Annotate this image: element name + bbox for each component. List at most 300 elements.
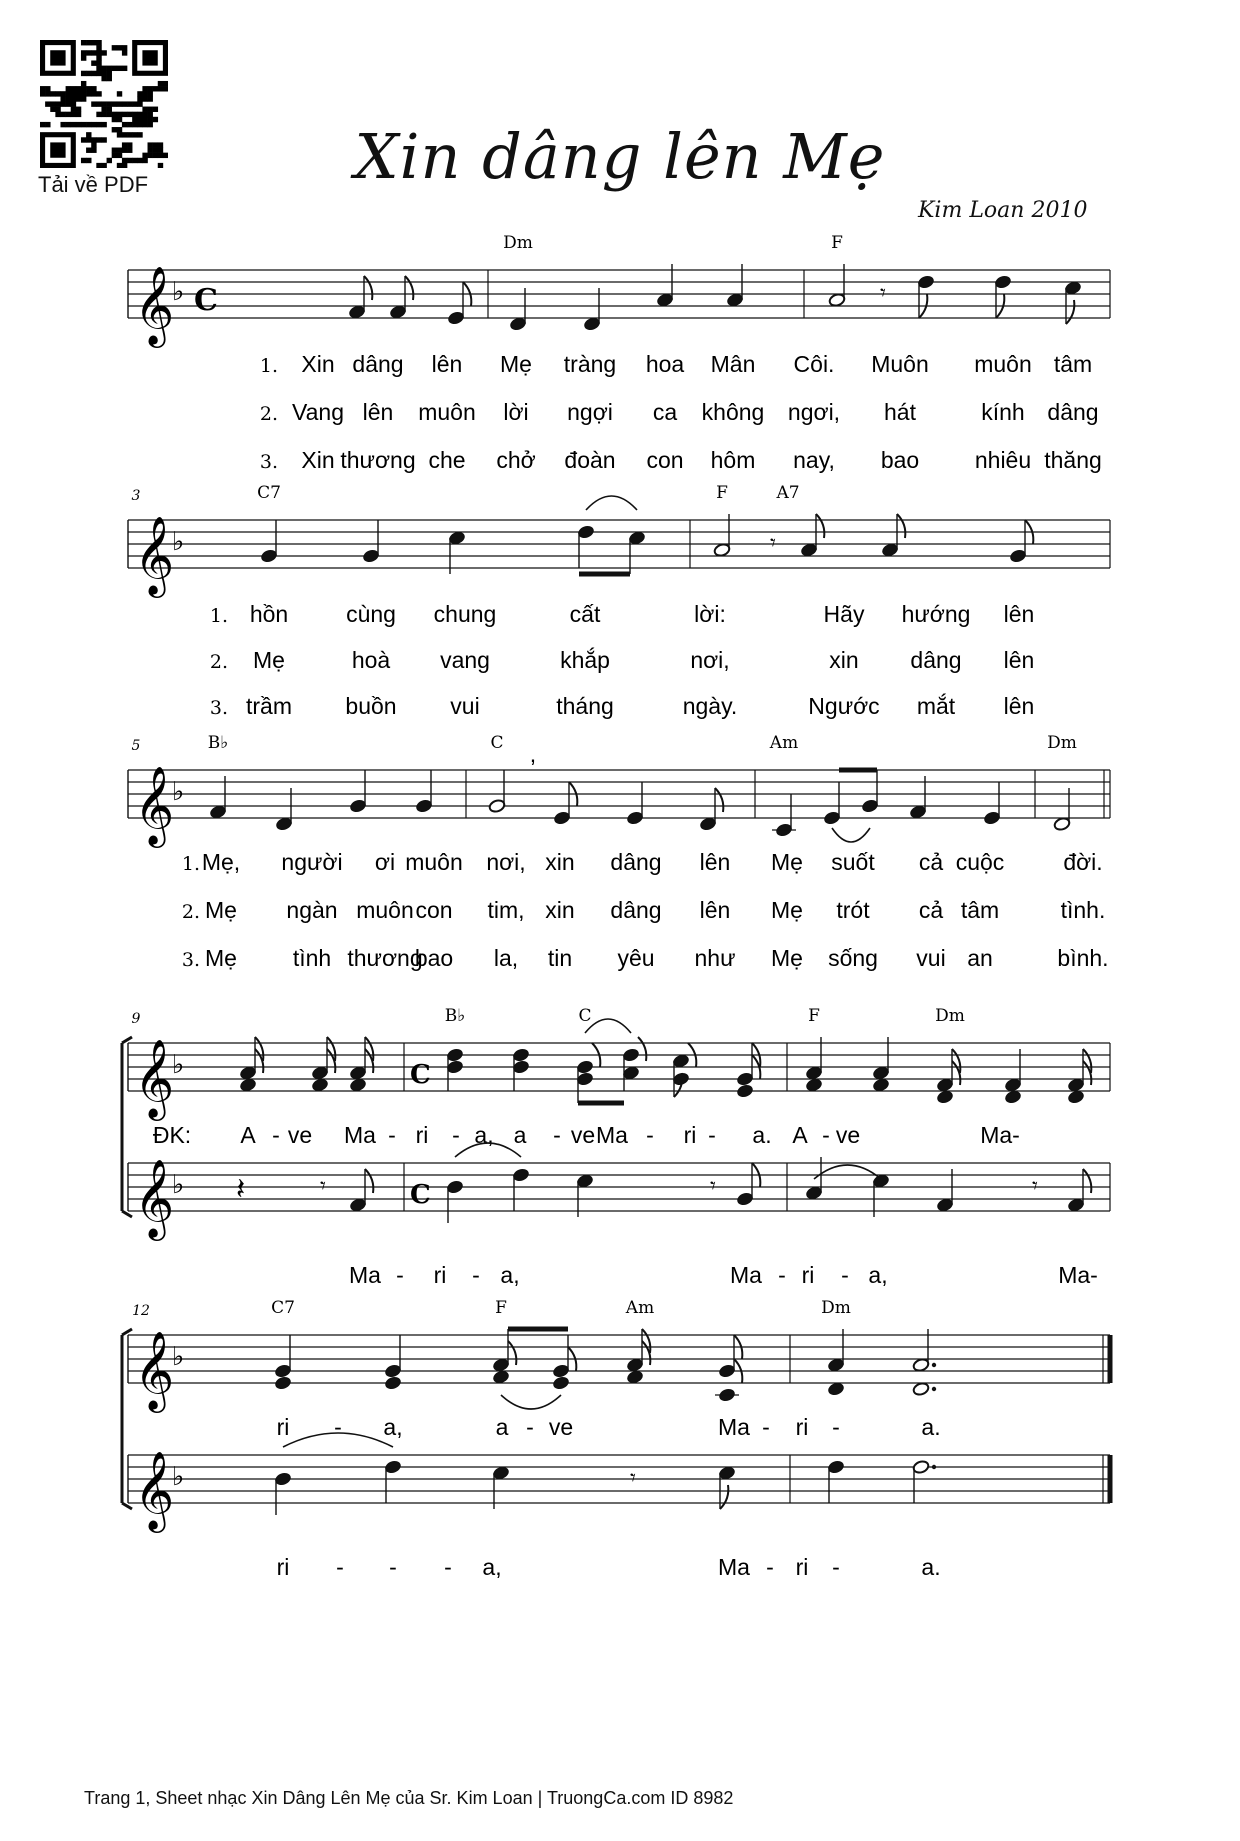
note-head (936, 1198, 954, 1213)
quarter-rest-icon: 𝄽 (236, 1172, 246, 1207)
note-head (447, 311, 465, 326)
lyric-syllable: Ngước (808, 693, 880, 719)
eighth-rest-icon: 𝄾 (320, 1174, 326, 1199)
lyric-syllable: thăng (1044, 447, 1102, 473)
lyric-syllable: ơi (374, 849, 396, 875)
lyric-syllable: - (388, 1122, 396, 1148)
verse-number: 1. (181, 853, 200, 875)
lyric-syllable: Ma (596, 1122, 628, 1148)
lyric-syllable: ri (801, 1262, 815, 1288)
note-head (827, 1358, 845, 1373)
lyric-syllable: ri (433, 1262, 447, 1288)
note-head (512, 1048, 530, 1063)
note-head (622, 1066, 640, 1081)
lyric-syllable: a (513, 1122, 527, 1148)
lyric-syllable: lên (1003, 647, 1035, 673)
chord-symbol: C7 (271, 1298, 295, 1318)
lyric-syllable: a, (474, 1122, 494, 1148)
lyric-syllable: buồn (345, 693, 397, 719)
chord-symbol: F (716, 483, 728, 503)
page-footer: Trang 1, Sheet nhạc Xin Dâng Lên Mẹ của Sr. Kim Loan | TruongCa.com ID 8982 (84, 1788, 734, 1808)
note-head (912, 1382, 930, 1397)
eighth-rest-icon: 𝄾 (880, 281, 886, 306)
lyric-syllable: ngày. (682, 693, 738, 719)
lyric-syllable: lên (699, 849, 731, 875)
note-head (736, 1072, 754, 1087)
chord-symbol: F (831, 233, 843, 253)
lyric-syllable: - (452, 1122, 460, 1148)
note-head (718, 1466, 736, 1481)
lyric-syllable: Mẹ (205, 945, 237, 971)
lyric-syllable: A (240, 1122, 256, 1148)
treble-clef-icon: 𝄞 (134, 1331, 175, 1410)
note-head (512, 1168, 530, 1183)
lyric-syllable: Mẹ (771, 897, 803, 923)
chord-symbol: Am (769, 733, 799, 753)
lyric-syllable: - (822, 1122, 830, 1148)
note-head (274, 1376, 292, 1391)
lyric-syllable: suốt (831, 849, 875, 875)
treble-clef-icon: 𝄞 (134, 1159, 175, 1238)
lyric-syllable: cuộc (955, 849, 1005, 875)
slur (586, 496, 637, 510)
lyric-syllable: - (708, 1122, 716, 1148)
verse-number: 2. (181, 901, 200, 923)
note-head (576, 1174, 594, 1189)
lyric-syllable: ri (415, 1122, 429, 1148)
system-bracket (122, 1503, 132, 1509)
note-head (626, 1370, 644, 1385)
note-head (827, 1382, 845, 1397)
note-head (583, 317, 601, 332)
lyric-syllable: không (701, 399, 765, 425)
lyric-syllable: - (396, 1262, 404, 1288)
note-head (446, 1180, 464, 1195)
lyric-syllable: - (646, 1122, 654, 1148)
lyric-syllable: Xin (301, 351, 335, 377)
note-head (983, 811, 1001, 826)
lyric-syllable: a. (921, 1554, 941, 1580)
lyric-syllable: la, (493, 945, 519, 971)
note-head (349, 1078, 367, 1093)
lyric-syllable: muôn (356, 897, 414, 923)
lyric-syllable: - (762, 1414, 770, 1440)
key-flat-icon: ♭ (172, 1342, 185, 1372)
lyric-syllable: nay, (793, 447, 835, 473)
lyric-syllable: kính (981, 399, 1025, 425)
lyric-syllable: Mẹ (771, 849, 803, 875)
lyric-syllable: ve (835, 1122, 861, 1148)
lyric-syllable: chở (496, 447, 536, 473)
note-head (239, 1078, 257, 1093)
lyric-syllable: vui (916, 945, 946, 971)
eighth-rest-icon: 𝄾 (770, 531, 776, 556)
lyric-syllable: bao (880, 447, 920, 473)
lyric-syllable: Ma (344, 1122, 376, 1148)
composer-credit: Kim Loan 2010 (918, 198, 1088, 223)
lyric-syllable: Ma- (980, 1122, 1020, 1148)
lyric-syllable: - (553, 1122, 561, 1148)
key-flat-icon: ♭ (172, 527, 185, 557)
treble-clef-icon: 𝄞 (134, 1039, 175, 1118)
note-head (577, 525, 595, 540)
note-flag (720, 1485, 728, 1509)
lyric-syllable: cất (569, 601, 601, 627)
note-head (805, 1066, 823, 1081)
note-head (994, 275, 1012, 290)
lyric-syllable: tim, (487, 897, 525, 923)
note-head (446, 1060, 464, 1075)
note-head (415, 799, 433, 814)
note-head (1064, 281, 1082, 296)
lyric-syllable: xin (545, 897, 575, 923)
system-bracket (122, 1037, 132, 1043)
verse-number: 1. (209, 605, 228, 627)
note-head (713, 543, 731, 558)
key-flat-icon: ♭ (172, 1462, 185, 1492)
lyric-syllable: vui (450, 693, 480, 719)
chord-symbol: Dm (503, 233, 533, 253)
time-signature: C (410, 1180, 431, 1210)
note-dot (932, 1363, 936, 1367)
eighth-rest-icon: 𝄾 (710, 1174, 716, 1199)
note-head (362, 549, 380, 564)
note-head (349, 1198, 367, 1213)
lyric-syllable: a, (482, 1554, 502, 1580)
lyric-syllable: sống (828, 945, 878, 971)
treble-clef-icon: 𝄞 (134, 1451, 175, 1530)
note-head (349, 1066, 367, 1081)
note-head (726, 293, 744, 308)
note-dot (932, 1387, 936, 1391)
note-head (552, 1376, 570, 1391)
note-head (805, 1078, 823, 1093)
lyric-syllable: dâng (610, 849, 662, 875)
slur (501, 1395, 561, 1409)
lyric-syllable: dâng (352, 351, 404, 377)
note-head (239, 1066, 257, 1081)
lyric-syllable: cả (918, 897, 944, 923)
measure-number: 5 (131, 738, 141, 754)
note-head (1067, 1090, 1085, 1105)
note-head (384, 1460, 402, 1475)
lyric-syllable: cùng (346, 601, 396, 627)
lyric-syllable: A (792, 1122, 808, 1148)
note-head (736, 1192, 754, 1207)
lyric-syllable: che (428, 447, 466, 473)
lyric-syllable: thương (340, 447, 416, 473)
note-head (384, 1376, 402, 1391)
note-head (311, 1066, 329, 1081)
verse-number: 3. (259, 451, 278, 473)
lyric-syllable: Xin (301, 447, 335, 473)
note-head (311, 1078, 329, 1093)
lyric-syllable: Mẹ (205, 897, 237, 923)
chord-symbol: C (490, 733, 504, 753)
key-flat-icon: ♭ (172, 277, 185, 307)
verse-number: 3. (181, 949, 200, 971)
lyric-syllable: - (778, 1262, 786, 1288)
eighth-rest-icon: 𝄾 (1032, 1174, 1038, 1199)
refrain-label: ĐK: (152, 1122, 192, 1148)
verse-number: 3. (209, 697, 228, 719)
verse-number: 2. (259, 403, 278, 425)
lyric-syllable: muôn (974, 351, 1032, 377)
note-head (861, 799, 879, 814)
note-head (389, 305, 407, 320)
lyric-syllable: ve (570, 1122, 596, 1148)
note-head (672, 1054, 690, 1069)
lyric-syllable: thương (347, 945, 423, 971)
lyric-syllable: ca (652, 399, 678, 425)
lyric-syllable: a, (500, 1262, 520, 1288)
lyric-syllable: hoa (645, 351, 685, 377)
measure-number: 9 (131, 1011, 141, 1027)
note-head (626, 811, 644, 826)
lyric-syllable: a. (752, 1122, 772, 1148)
lyric-syllable: Ma (730, 1262, 762, 1288)
note-head (699, 817, 717, 832)
note-head (881, 543, 899, 558)
note-head (936, 1078, 954, 1093)
lyric-syllable: mắt (916, 693, 956, 719)
chord-symbol: B♭ (207, 733, 229, 753)
lyric-syllable: ve (287, 1122, 313, 1148)
note-flag (365, 1169, 373, 1193)
lyric-syllable: lên (1003, 601, 1035, 627)
lyric-syllable: xin (829, 647, 859, 673)
lyric-syllable: Muôn (871, 351, 929, 377)
lyric-syllable: ri (795, 1414, 809, 1440)
lyric-syllable: Côi. (793, 351, 835, 377)
treble-clef-icon: 𝄞 (134, 266, 175, 345)
lyric-syllable: - (389, 1554, 397, 1580)
lyric-syllable: - (336, 1554, 344, 1580)
note-flag (715, 788, 723, 812)
lyric-syllable: tình. (1060, 897, 1106, 923)
chord-symbol: Dm (821, 1298, 851, 1318)
note-flag (1066, 300, 1074, 324)
chord-symbol: C7 (257, 483, 281, 503)
note-head (912, 1460, 930, 1475)
lyric-syllable: a. (921, 1414, 941, 1440)
chord-symbol: F (808, 1006, 820, 1026)
note-head (626, 1358, 644, 1373)
system-bracket (122, 1329, 132, 1335)
note-head (827, 1460, 845, 1475)
lyric-syllable: ngợi (567, 399, 613, 425)
lyric-syllable: muôn (418, 399, 476, 425)
download-pdf-link[interactable]: Tải về PDF (38, 172, 149, 197)
key-flat-icon: ♭ (172, 777, 185, 807)
slur (832, 828, 870, 842)
note-head (1009, 549, 1027, 564)
lyric-syllable: ri (795, 1554, 809, 1580)
lyric-syllable: vang (440, 647, 490, 673)
note-head (1053, 817, 1071, 832)
treble-clef-icon: 𝄞 (134, 516, 175, 595)
note-head (576, 1072, 594, 1087)
note-flag (508, 1341, 516, 1365)
lyric-syllable: muôn (405, 849, 463, 875)
note-head (909, 805, 927, 820)
lyric-syllable: dâng (1047, 399, 1099, 425)
note-head (672, 1072, 690, 1087)
lyric-syllable: Mân (710, 351, 756, 377)
breath-mark: , (529, 741, 537, 767)
chord-symbol: Am (625, 1298, 655, 1318)
lyric-syllable: tâm (960, 897, 1000, 923)
lyric-syllable: tình (292, 945, 332, 971)
note-head (446, 1048, 464, 1063)
lyric-syllable: - (841, 1262, 849, 1288)
note-flag (816, 514, 824, 538)
note-head (800, 543, 818, 558)
lyric-syllable: - (472, 1262, 480, 1288)
lyric-syllable: Ma (718, 1554, 750, 1580)
lyric-syllable: a, (868, 1262, 888, 1288)
lyric-syllable: lên (1003, 693, 1035, 719)
lyric-syllable: hồn (249, 601, 289, 627)
lyric-syllable: đoàn (564, 447, 616, 473)
lyric-syllable: ve (548, 1414, 574, 1440)
treble-clef-icon: 𝄞 (134, 766, 175, 845)
note-head (492, 1358, 510, 1373)
lyric-syllable: an (967, 945, 993, 971)
eighth-rest-icon: 𝄾 (630, 1466, 636, 1491)
key-flat-icon: ♭ (172, 1170, 185, 1200)
lyric-syllable: lên (431, 351, 463, 377)
note-head (736, 1084, 754, 1099)
chord-symbol: B♭ (444, 1006, 466, 1026)
lyric-syllable: như (694, 945, 736, 971)
note-head (509, 317, 527, 332)
note-flag (364, 276, 372, 300)
note-head (936, 1090, 954, 1105)
lyric-syllable: yêu (617, 945, 655, 971)
note-head (622, 1048, 640, 1063)
verse-number: 2. (209, 651, 228, 673)
lyric-syllable: con (415, 897, 453, 923)
note-head (448, 531, 466, 546)
note-head (912, 1358, 930, 1373)
note-head (552, 1364, 570, 1379)
lyric-syllable: tin (547, 945, 573, 971)
lyric-syllable: a, (383, 1414, 403, 1440)
lyric-syllable: Mẹ (771, 945, 803, 971)
lyric-syllable: Mẹ (253, 647, 285, 673)
lyric-syllable: ngơi, (787, 399, 841, 425)
lyric-syllable: - (334, 1414, 342, 1440)
note-head (349, 799, 367, 814)
note-flag (405, 276, 413, 300)
note-head (718, 1364, 736, 1379)
lyric-syllable: chung (433, 601, 497, 627)
note-head (209, 805, 227, 820)
lyric-syllable: a (495, 1414, 509, 1440)
note-head (872, 1174, 890, 1189)
lyric-syllable: Mẹ, (201, 849, 241, 875)
lyric-syllable: hoà (351, 647, 391, 673)
lyric-syllable: dâng (910, 647, 962, 673)
note-head (576, 1060, 594, 1075)
note-head (275, 817, 293, 832)
note-dot (932, 1465, 936, 1469)
lyric-syllable: tràng (563, 351, 617, 377)
note-head (917, 275, 935, 290)
lyric-syllable: người (281, 849, 343, 875)
lyric-syllable: hát (884, 399, 916, 425)
lyric-syllable: đời. (1063, 849, 1103, 875)
note-head (1004, 1078, 1022, 1093)
note-head (1067, 1078, 1085, 1093)
note-head (274, 1472, 292, 1487)
lyric-syllable: Mẹ (500, 351, 532, 377)
chord-symbol: C (578, 1006, 592, 1026)
chord-symbol: Dm (1047, 733, 1077, 753)
note-head (512, 1060, 530, 1075)
lyric-syllable: ri (276, 1554, 290, 1580)
note-head (492, 1370, 510, 1385)
lyric-syllable: ri (276, 1414, 290, 1440)
note-head (872, 1078, 890, 1093)
note-head (872, 1066, 890, 1081)
lyric-syllable: hướng (901, 601, 971, 627)
note-head (656, 293, 674, 308)
lyric-syllable: con (646, 447, 684, 473)
lyric-syllable: tháng (556, 693, 614, 719)
chord-symbol: F (495, 1298, 507, 1318)
lyric-syllable: Hãy (823, 601, 865, 627)
note-head (805, 1186, 823, 1201)
verse-number: 1. (259, 355, 278, 377)
lyric-syllable: lên (699, 897, 731, 923)
lyric-syllable: trầm (246, 693, 292, 719)
lyric-syllable: hôm (710, 447, 756, 473)
lyric-syllable: - (444, 1554, 452, 1580)
lyric-syllable: lời: (694, 601, 726, 627)
lyric-syllable: cả (918, 849, 944, 875)
lyric-syllable: bao (414, 945, 454, 971)
note-head (1067, 1198, 1085, 1213)
note-flag (1083, 1169, 1091, 1193)
lyric-syllable: trót (836, 897, 870, 923)
note-head (348, 305, 366, 320)
lyric-syllable: - (272, 1122, 280, 1148)
time-signature: C (194, 283, 218, 318)
note-head (828, 293, 846, 308)
lyric-syllable: ngàn (286, 897, 338, 923)
lyric-syllable: Ma- (1058, 1262, 1098, 1288)
lyric-syllable: Ma (349, 1262, 381, 1288)
lyric-syllable: bình. (1057, 945, 1109, 971)
note-flag (638, 1037, 646, 1061)
lyric-syllable: xin (545, 849, 575, 875)
key-flat-icon: ♭ (172, 1050, 185, 1080)
measure-number: 12 (132, 1303, 150, 1319)
lyric-syllable: Vang (291, 399, 345, 425)
note-head (823, 811, 841, 826)
note-head (488, 799, 506, 814)
lyric-syllable: - (526, 1414, 534, 1440)
slur (585, 1019, 631, 1033)
lyric-syllable: - (766, 1554, 774, 1580)
slur (814, 1165, 881, 1179)
lyric-syllable: Ma (718, 1414, 750, 1440)
lyric-syllable: lên (362, 399, 394, 425)
note-head (384, 1364, 402, 1379)
chord-symbol: Dm (935, 1006, 965, 1026)
